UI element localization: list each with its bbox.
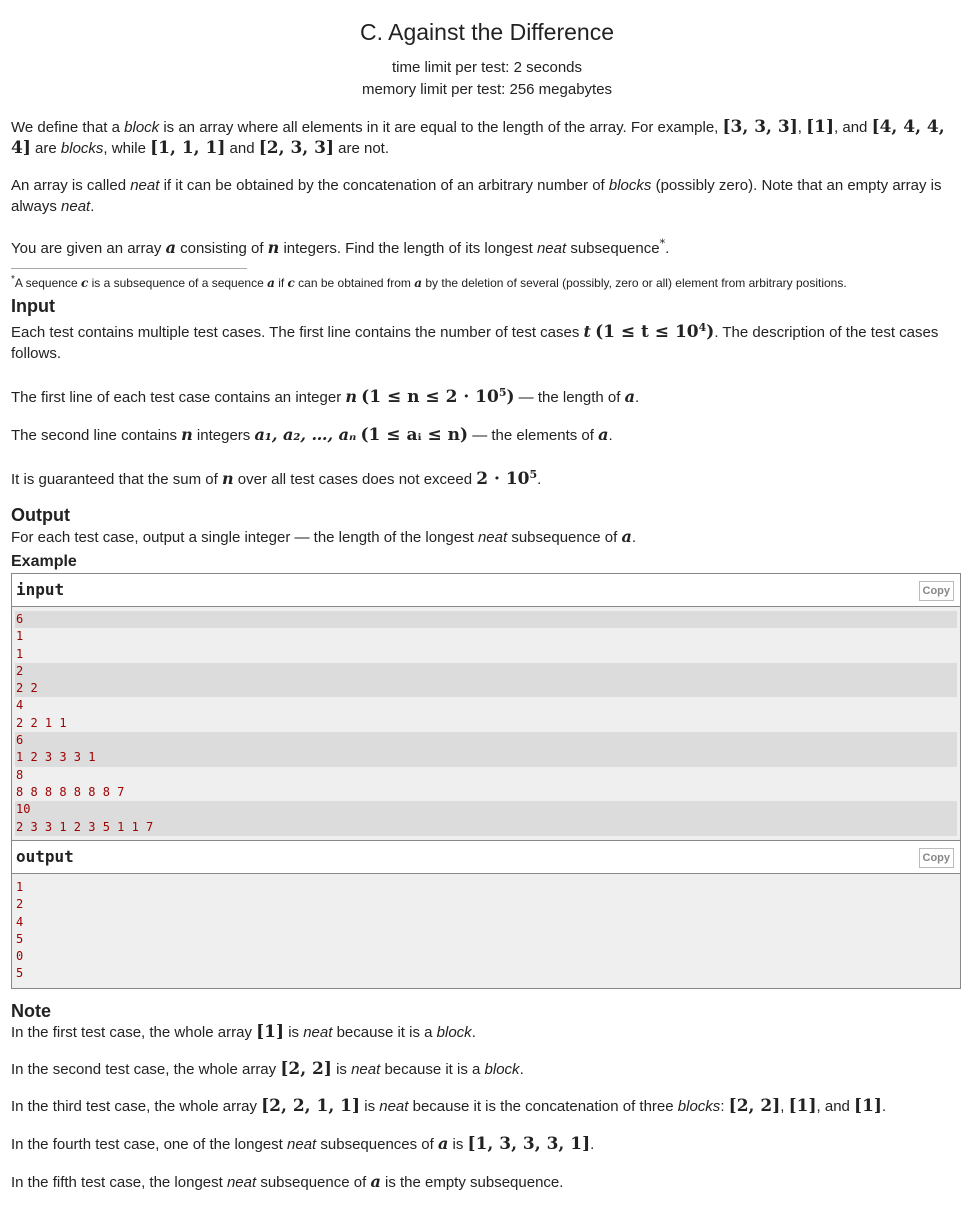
input-line: 2 2: [15, 680, 957, 697]
input-line: 6: [15, 611, 957, 628]
output-line: 5: [15, 965, 957, 982]
example-input-box: [11, 573, 961, 841]
footnote-divider: [11, 268, 247, 269]
time-limit: time limit per test: 2 seconds: [391, 59, 583, 76]
legend-paragraph-3: You are given an array a consisting of n integers. Find the length of its longest neat subsequence*.: [11, 237, 670, 257]
legend-paragraph-1: We define that a block is an array where all elements in it are equal to the length of the array. For example, [3, 3, 3], [1], and [4, 4, 4, 4] are blocks, while [1, 1, 1] and [2, 3, 3] are not.: [11, 117, 945, 158]
input-line: 10: [15, 801, 957, 818]
example-output-box: [11, 840, 961, 989]
input-section-title: Input: [11, 296, 55, 316]
input-line: 1 2 3 3 3 1: [15, 749, 957, 766]
copy-input-button[interactable]: Copy: [919, 581, 955, 601]
footnote: *A sequence c is a subsequence of a sequence a if c can be obtained from a by the deletion of several (possibly, zero or all) element from arbitrary positions.: [11, 274, 847, 290]
output-line: 4: [15, 914, 957, 931]
legend: [0, 117, 974, 259]
output-line: 5: [15, 931, 957, 948]
output-line: 2: [15, 896, 957, 913]
note-title: Note: [11, 1001, 51, 1021]
example-output-header: [12, 841, 960, 874]
input-paragraph-1: Each test contains multiple test cases. The first line contains the number of test cases t $(1 \le t \le 10^4)$. The description of the test cases follows.: [11, 321, 939, 362]
example-input-content: [12, 607, 960, 840]
input-line: 1: [15, 646, 957, 663]
input-specification: [0, 295, 974, 490]
output-line: 1: [15, 879, 957, 896]
memory-limit: memory limit per test: 256 megabytes: [361, 81, 613, 98]
input-paragraph-2: The first line of each test case contains an integer n $(1 \le n \le 2 \cdot 10^5)$ — the length of a.: [11, 386, 640, 407]
note: [0, 1000, 974, 1193]
copy-output-button[interactable]: Copy: [919, 848, 955, 868]
note-paragraph-2: In the second test case, the whole array [2, 2] is neat because it is a block.: [11, 1059, 524, 1079]
example-input-label: input: [16, 580, 65, 599]
note-paragraph-5: In the fifth test case, the longest neat subsequence of a is the empty subsequence.: [11, 1172, 564, 1191]
note-paragraph-1: In the first test case, the whole array [1] is neat because it is a block.: [11, 1022, 476, 1042]
problem-header: [0, 0, 974, 101]
example-input-header: [12, 574, 960, 607]
example-output-label: output: [16, 847, 74, 866]
input-line: 8: [15, 767, 957, 784]
output-section-title: Output: [11, 505, 70, 525]
problem-title: C. Against the Difference: [360, 19, 614, 45]
input-line: 2: [15, 663, 957, 680]
output-paragraph-1: For each test case, output a single integer — the length of the longest neat subsequence of a.: [11, 527, 636, 546]
input-line: 4: [15, 697, 957, 714]
input-line: 2 3 3 1 2 3 5 1 1 7: [15, 819, 957, 836]
note-paragraph-4: In the fourth test case, one of the longest neat subsequences of a is [1, 3, 3, 3, 1].: [11, 1134, 595, 1154]
input-paragraph-4: It is guaranteed that the sum of n over all test cases does not exceed $2 \cdot 10^5$.: [11, 468, 542, 489]
input-line: 2 2 1 1: [15, 715, 957, 732]
example-title: Example: [11, 553, 77, 570]
input-line: 1: [15, 628, 957, 645]
output-line: 0: [15, 948, 957, 965]
note-paragraph-3: In the third test case, the whole array [2, 2, 1, 1] is neat because it is the concatenation of three blocks: [2, 2], [1], and [1].: [11, 1096, 887, 1116]
output-specification: [0, 504, 974, 548]
legend-paragraph-2: An array is called neat if it can be obtained by the concatenation of an arbitrary number of blocks (possibly zero). Note that an empty array is always neat.: [11, 177, 942, 215]
input-line: 6: [15, 732, 957, 749]
input-paragraph-3: The second line contains n integers a₁, a₂, …, aₙ (1 ≤ aᵢ ≤ n) — the elements of a.: [11, 425, 613, 445]
input-line: 8 8 8 8 8 8 8 7: [15, 784, 957, 801]
example-output-content: [12, 874, 960, 988]
